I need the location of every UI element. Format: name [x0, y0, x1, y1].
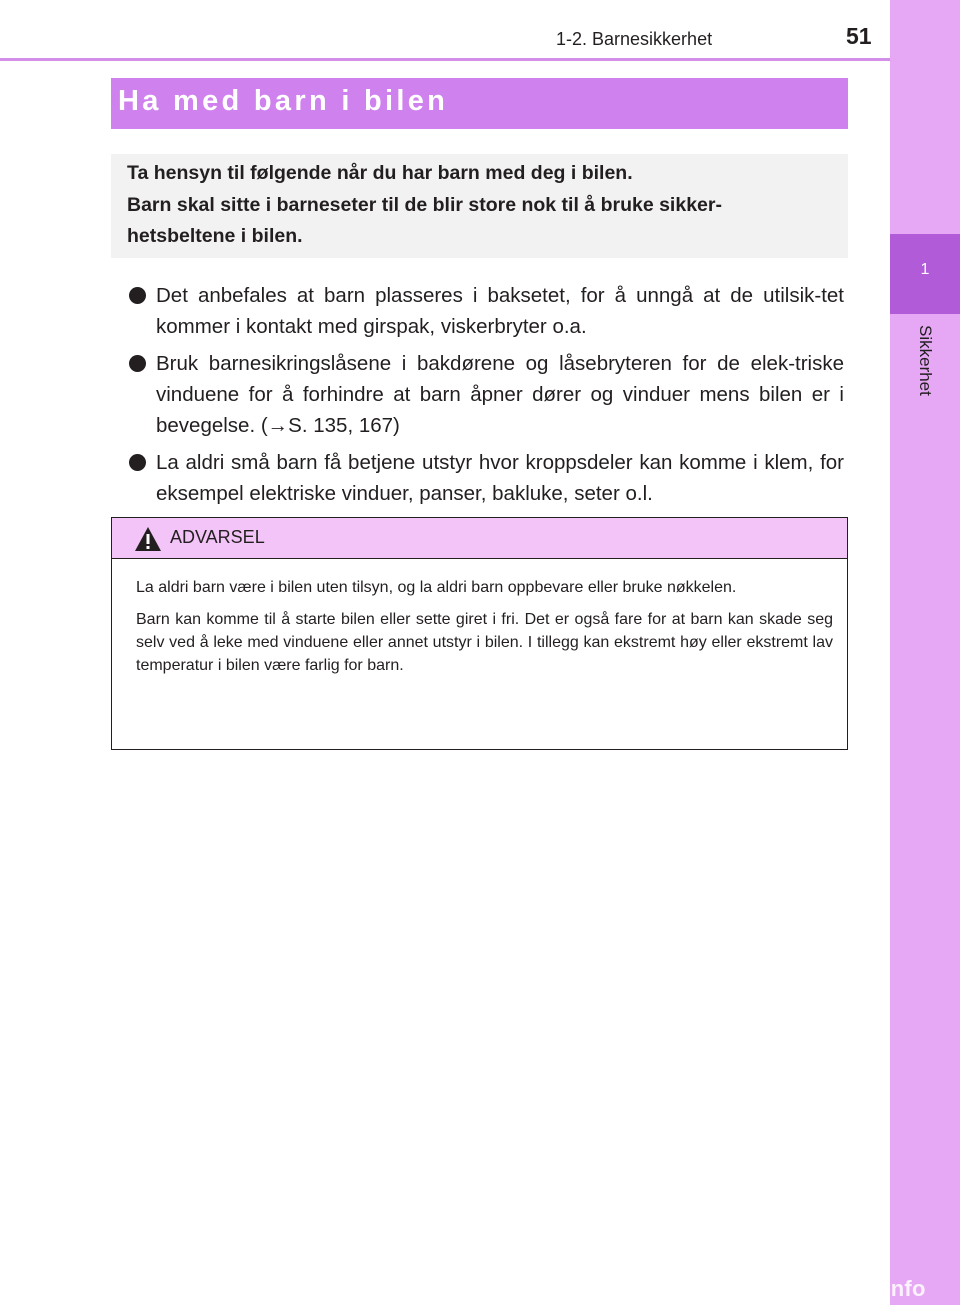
list-item — [129, 447, 844, 509]
bullet-text: La aldri små barn få betjene utstyr hvor kroppsdeler kan komme i klem, for eksempel elektriske vinduer, panser, bakluke, seter o.l. — [156, 451, 844, 505]
list-item — [129, 280, 844, 342]
warning-header — [112, 518, 847, 559]
bullet-icon — [129, 287, 146, 304]
chapter-label — [890, 325, 960, 445]
bullet-text: Bruk barnesikringslåsene i bakdørene og låsebryteren for de elek-triske vinduene for å forhindre at barn åpner dører og vinduer mens bilen er i bevegelse. (→S. 135, 167) — [156, 352, 844, 437]
footer-watermark: carmanualsonline.info — [686, 1276, 926, 1301]
chapter-tab — [890, 234, 960, 314]
chapter-label-text: Sikkerhet — [916, 325, 935, 396]
warning-paragraph: Barn kan komme til å starte bilen eller sette giret i fri. Det er også fare for at barn kan skade seg selv ved å leke med vinduene eller annet utstyr i bilen. I tillegg kan ekstremt høy eller ekstremt lav temperatur i bilen være farlig for barn. — [136, 611, 833, 674]
page-number: 51 — [846, 23, 872, 49]
title-bar — [111, 78, 848, 129]
header-section-title: 1-2. Barnesikkerhet — [556, 29, 713, 49]
side-strip — [890, 0, 960, 1305]
intro-line: hetsbeltene i bilen. — [127, 225, 303, 247]
intro-box — [111, 154, 848, 258]
page-title: Ha med barn i bilen — [118, 85, 449, 117]
list-item — [129, 348, 844, 441]
bullet-list — [129, 280, 844, 515]
bullet-icon — [129, 355, 146, 372]
warning-triangle-icon — [134, 526, 162, 552]
header-divider — [0, 58, 890, 61]
warning-body — [136, 576, 833, 686]
warning-paragraph: La aldri barn være i bilen uten tilsyn, og la aldri barn oppbevare eller bruke nøkkelen. — [136, 579, 737, 596]
intro-line: Ta hensyn til følgende når du har barn med deg i bilen. — [127, 162, 633, 184]
bullet-icon — [129, 454, 146, 471]
warning-box — [111, 517, 848, 750]
chapter-number: 1 — [920, 261, 930, 278]
intro-line: Barn skal sitte i barneseter til de blir store nok til å bruke sikker- — [127, 194, 722, 216]
bullet-text: Det anbefales at barn plasseres i baksetet, for å unngå at de utilsik-tet kommer i kontakt med girspak, viskerbryter o.a. — [156, 284, 844, 338]
warning-title: ADVARSEL — [170, 527, 265, 547]
